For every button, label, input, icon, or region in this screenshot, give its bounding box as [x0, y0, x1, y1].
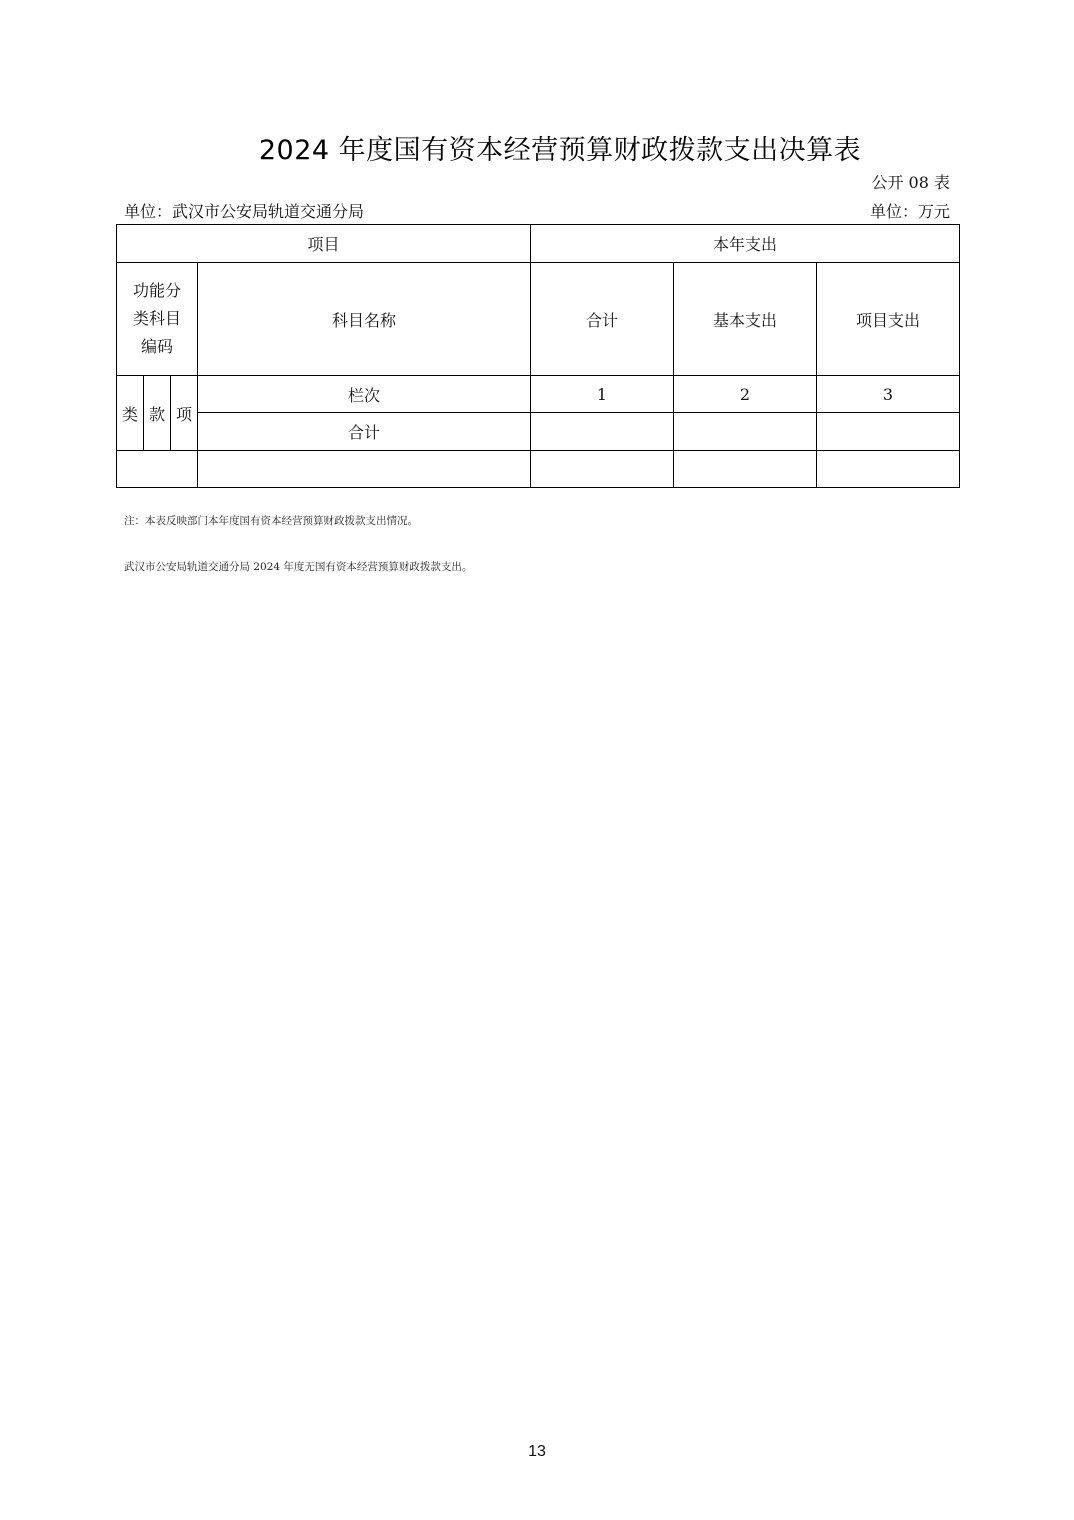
- header-item: 项目: [117, 225, 531, 263]
- expenditure-table: [116, 224, 960, 488]
- empty-cell: [531, 451, 674, 488]
- function-code-line: 功能分: [132, 281, 181, 300]
- function-code-line: 类科目: [132, 309, 181, 328]
- total-row-label: 合计: [198, 413, 531, 451]
- column-number: 1: [531, 376, 674, 413]
- header-row-2: [117, 263, 960, 376]
- function-code-header: [117, 263, 198, 376]
- unit-organization: 单位：武汉市公安局轨道交通分局: [124, 202, 365, 221]
- empty-code-cell: [117, 451, 198, 488]
- section-label: 款: [144, 376, 171, 451]
- total-cell: [531, 413, 674, 451]
- basic-expense-header: 基本支出: [674, 263, 817, 376]
- no-expenditure-statement: 武汉市公安局轨道交通分局 2024 年度无国有资本经营预算财政拨款支出。: [124, 561, 473, 573]
- form-number: 公开 08 表: [871, 173, 950, 192]
- total-row: [117, 413, 960, 451]
- function-code-line: 编码: [140, 337, 173, 356]
- empty-name-cell: [198, 451, 531, 488]
- column-order-row: [117, 376, 960, 413]
- subject-name-header: 科目名称: [198, 263, 531, 376]
- column-order-label: 栏次: [198, 376, 531, 413]
- empty-cell: [817, 451, 960, 488]
- basic-cell: [674, 413, 817, 451]
- document-title: 2024 年度国有资本经营预算财政拨款支出决算表: [258, 135, 862, 166]
- table-note: 注：本表反映部门本年度国有资本经营预算财政拨款支出情况。: [124, 515, 418, 527]
- project-expense-header: 项目支出: [817, 263, 960, 376]
- unit-currency: 单位：万元: [869, 202, 950, 221]
- empty-cell: [674, 451, 817, 488]
- item-label: 项: [171, 376, 198, 451]
- empty-row: [117, 451, 960, 488]
- column-number: 2: [674, 376, 817, 413]
- header-row-1: [117, 225, 960, 263]
- class-label: 类: [117, 376, 144, 451]
- page-number: 13: [528, 1443, 546, 1460]
- total-header: 合计: [531, 263, 674, 376]
- header-expense: 本年支出: [531, 225, 960, 263]
- column-number: 3: [817, 376, 960, 413]
- project-cell: [817, 413, 960, 451]
